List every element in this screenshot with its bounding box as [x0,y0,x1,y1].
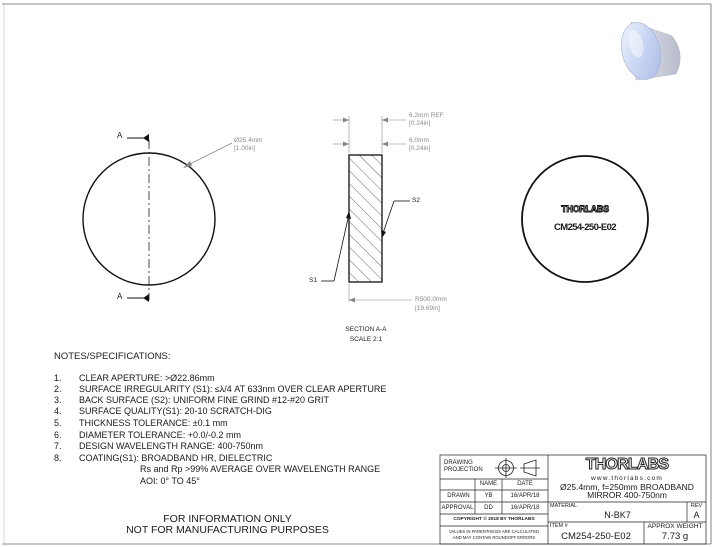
disclaimer-line2: NOT FOR MANUFACTURING PURPOSES [126,524,329,536]
back-view [522,156,648,282]
drawing-projection-label: DRAWING PROJECTION [444,460,483,473]
revision-value: A [693,510,700,520]
notes-title: NOTES/SPECIFICATIONS: [54,351,171,362]
thorlabs-logo: THORLABS [585,456,669,473]
center-thickness-dimension: 6.0mm [409,137,429,144]
edge-thickness-inches: [0.24in] [409,120,431,127]
item-number-value: CM254-250-E02 [561,531,631,542]
approx-weight-label: APPROX WEIGHT [647,523,703,530]
section-view [321,116,412,303]
engraving-part-number: CM254-250-E02 [554,222,616,233]
date-column-header: DATE [517,481,533,487]
section-label: SECTION A-A [345,326,387,333]
surface-s1-label: S1 [309,277,317,284]
section-marker-top: A [117,131,123,140]
mirror-3d-icon [616,18,681,83]
coating-detail-line2: Rs and Rp >99% AVERAGE OVER WAVELENGTH RANGE [140,464,381,474]
surface-s2-label: S2 [412,197,420,204]
drawn-label: DRAWN [447,493,470,499]
coating-detail-line3: AOI: 0° TO 45° [140,476,200,486]
approval-date: 16/APR/18 [510,505,540,511]
material-value: N-BK7 [604,510,631,520]
copyright-notice: COPYRIGHT © 2018 BY THORLABS [453,517,535,522]
approval-label: APPROVAL [441,505,474,511]
edge-thickness-dimension: 6.2mm REF [409,112,444,119]
approval-name: DD [484,505,493,511]
disclaimer-line1: FOR INFORMATION ONLY [163,513,292,525]
engraving-brand: THORLABS [561,204,609,214]
diameter-dimension: Ø25.4mm [234,137,263,144]
technical-drawing: A A Ø25.4mm [1.00in] 6.2mm REF [0.24in] 6.0mm [0.24in] S2 S1 R500.0mm [19.69in] SECTION A-A SCALE 2:1 THORLABS CM254-250-E02 NOTES/SPECIFICATIONS: 1. CLEAR APERTURE: >Ø22.86mm 2. SURFACE IRREGULARITY (S1): ≤λ/4 AT 633nm OVER CLEAR APERTURE 3. BACK SURFACE (S2): UNIFORM FINE GRIND #12-#20 GRIT 4. SURFACE QUALITY(S1): 20-10 SCRATCH-DIG 5. THICKNESS TOLERANCE: ±0.1 mm 6. DIAMETER TOLERANCE: +0.0/-0.2 mm 7. DESIGN WAVELENGTH RANGE: 400-750nm 8. COATING(S1): BROADBAND HR, DIELECTRIC Rs and Rp >99% AVERAGE OVER WAVELENGTH RANGE AOI: 0° TO 45° FOR INFORMATION ONLY NOT FOR MANUFACTURING PURPOSES DRAWING PROJECTION NAME DATE DRAWN YB 16/APR/18 APPROVAL DD 16/APR/18 COPYRIGHT © 2018 BY THORLABS VALUES IN PARENTHESIS ARE CALCULATED AND MAY CONTAIN ROUNDOFF ERRORS THORLABS www.thorlabs.com Ø25.4mm, f=250mm BROADBAND MIRROR 400-750nm MATERIAL N-BK7 REV A ITEM # CM254-250-E02 APPROX WEIGHT 7.73 g [0,0,715,547]
drawn-date: 16/APR/18 [510,493,540,499]
projection-symbol-icon [495,458,540,478]
section-marker-bottom: A [117,292,123,301]
diameter-dimension-inches: [1.00in] [234,145,256,152]
material-label: MATERIAL [550,503,578,509]
rounding-note-2: AND MAY CONTAIN ROUNDOFF ERRORS [452,535,536,540]
section-scale: SCALE 2:1 [349,336,383,343]
front-view [83,134,232,302]
item-number-label: ITEM # [550,523,568,529]
name-column-header: NAME [479,481,498,487]
part-description-line2: MIRROR 400-750nm [587,490,667,500]
drawn-name: YB [484,493,493,499]
revision-label: REV [690,503,703,509]
rounding-note-1: VALUES IN PARENTHESIS ARE CALCULATED [448,529,540,534]
approx-weight-value: 7.73 g [661,531,689,542]
radius-dimension-inches: [19.69in] [415,305,440,312]
part-description-line1: Ø25.4mm, f=250mm BROADBAND [560,482,694,492]
radius-dimension: R500.0mm [415,296,447,303]
center-thickness-inches: [0.24in] [409,145,431,152]
website-label: www.thorlabs.com [591,475,663,482]
